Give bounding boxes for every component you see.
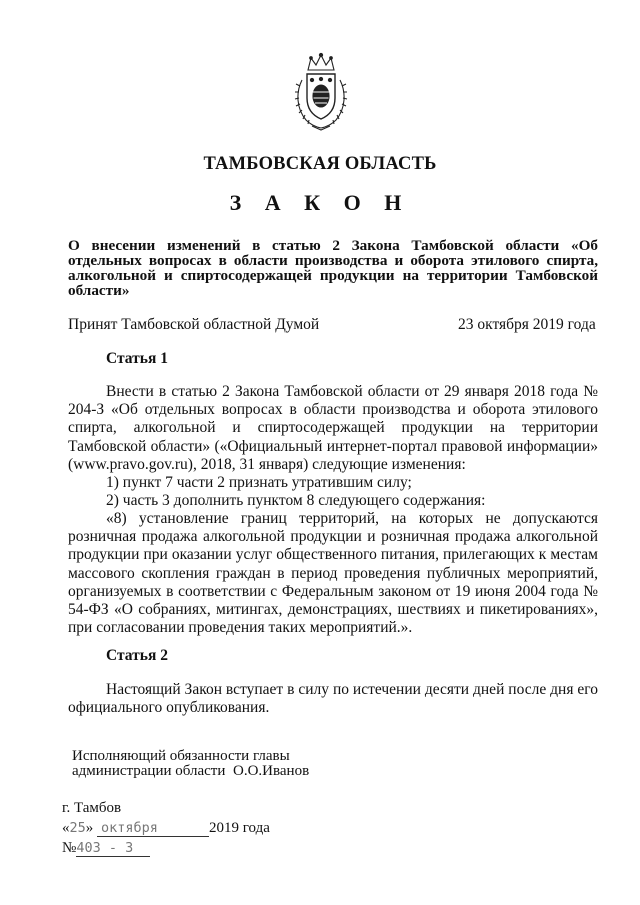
article-2-heading: Статья 2: [106, 647, 168, 664]
article-1-item-1: 1) пункт 7 части 2 признать утратившим силу;: [106, 474, 412, 491]
adopted-by: Принят Тамбовской областной Думой: [68, 316, 320, 333]
signing-date: [62, 820, 270, 837]
document-type-heading: З А К О Н: [229, 190, 411, 215]
date-open-quote: «: [62, 820, 70, 836]
article-2-text: Настоящий Закон вступает в силу по истечении десяти дней после дня его официального опубликования.: [68, 681, 598, 717]
number-sign: №: [62, 840, 77, 856]
adoption-date: 23 октября 2019 года: [458, 316, 596, 333]
signing-city: г. Тамбов: [62, 800, 122, 816]
article-1-quoted-amendment: «8) установление границ территорий, на которых не допускаются розничная продажа алкогольной продукции и розничная продажа алкогольной продукции при оказании услуг общественного питания, прилегающих к местам массового скопления граждан в период проведения публичных мероприятий, организуемых в соответствии с Федеральным законом от 19 июня 2004 года № 54-ФЗ «О собраниях, митингах, демонстрациях, шествиях и пикетированиях», при согласовании проведения таких мероприятий.».: [68, 510, 598, 637]
region-name: ТАМБОВСКАЯ ОБЛАСТЬ: [203, 154, 437, 174]
number-value: 403 - З: [76, 840, 150, 857]
coat-of-arms-icon: [292, 52, 350, 132]
date-day: 25: [69, 820, 86, 836]
date-year: 2019 года: [209, 820, 270, 836]
article-1-heading: Статья 1: [106, 350, 168, 367]
signatory-title-line-2: администрации области: [72, 763, 226, 779]
signatory-title-line-1: Исполняющий обязанности главы: [72, 748, 290, 764]
law-number: [62, 840, 150, 857]
date-close-quote: »: [85, 820, 94, 836]
article-1-intro: Внести в статью 2 Закона Тамбовской области от 29 января 2018 года № 204-З «Об отдельных вопросах в области производства и оборота этилового спирта, алкогольной и спиртосодержащей продукции на территории Тамбовской области» («Официальный интернет-портал правовой информации» (www.pravo.gov.ru), 2018, 31 января) следующие изменения:: [68, 383, 598, 473]
signatory-name: О.О.Иванов: [233, 763, 310, 779]
date-month: октября: [97, 820, 209, 837]
law-title: О внесении изменений в статью 2 Закона Тамбовской области «Об отдельных вопросах в области производства и оборота этилового спирта, алкогольной и спиртосодержащей продукции на территории Тамбовской области»: [68, 237, 598, 299]
article-1-item-2: 2) часть 3 дополнить пунктом 8 следующего содержания:: [106, 492, 486, 509]
